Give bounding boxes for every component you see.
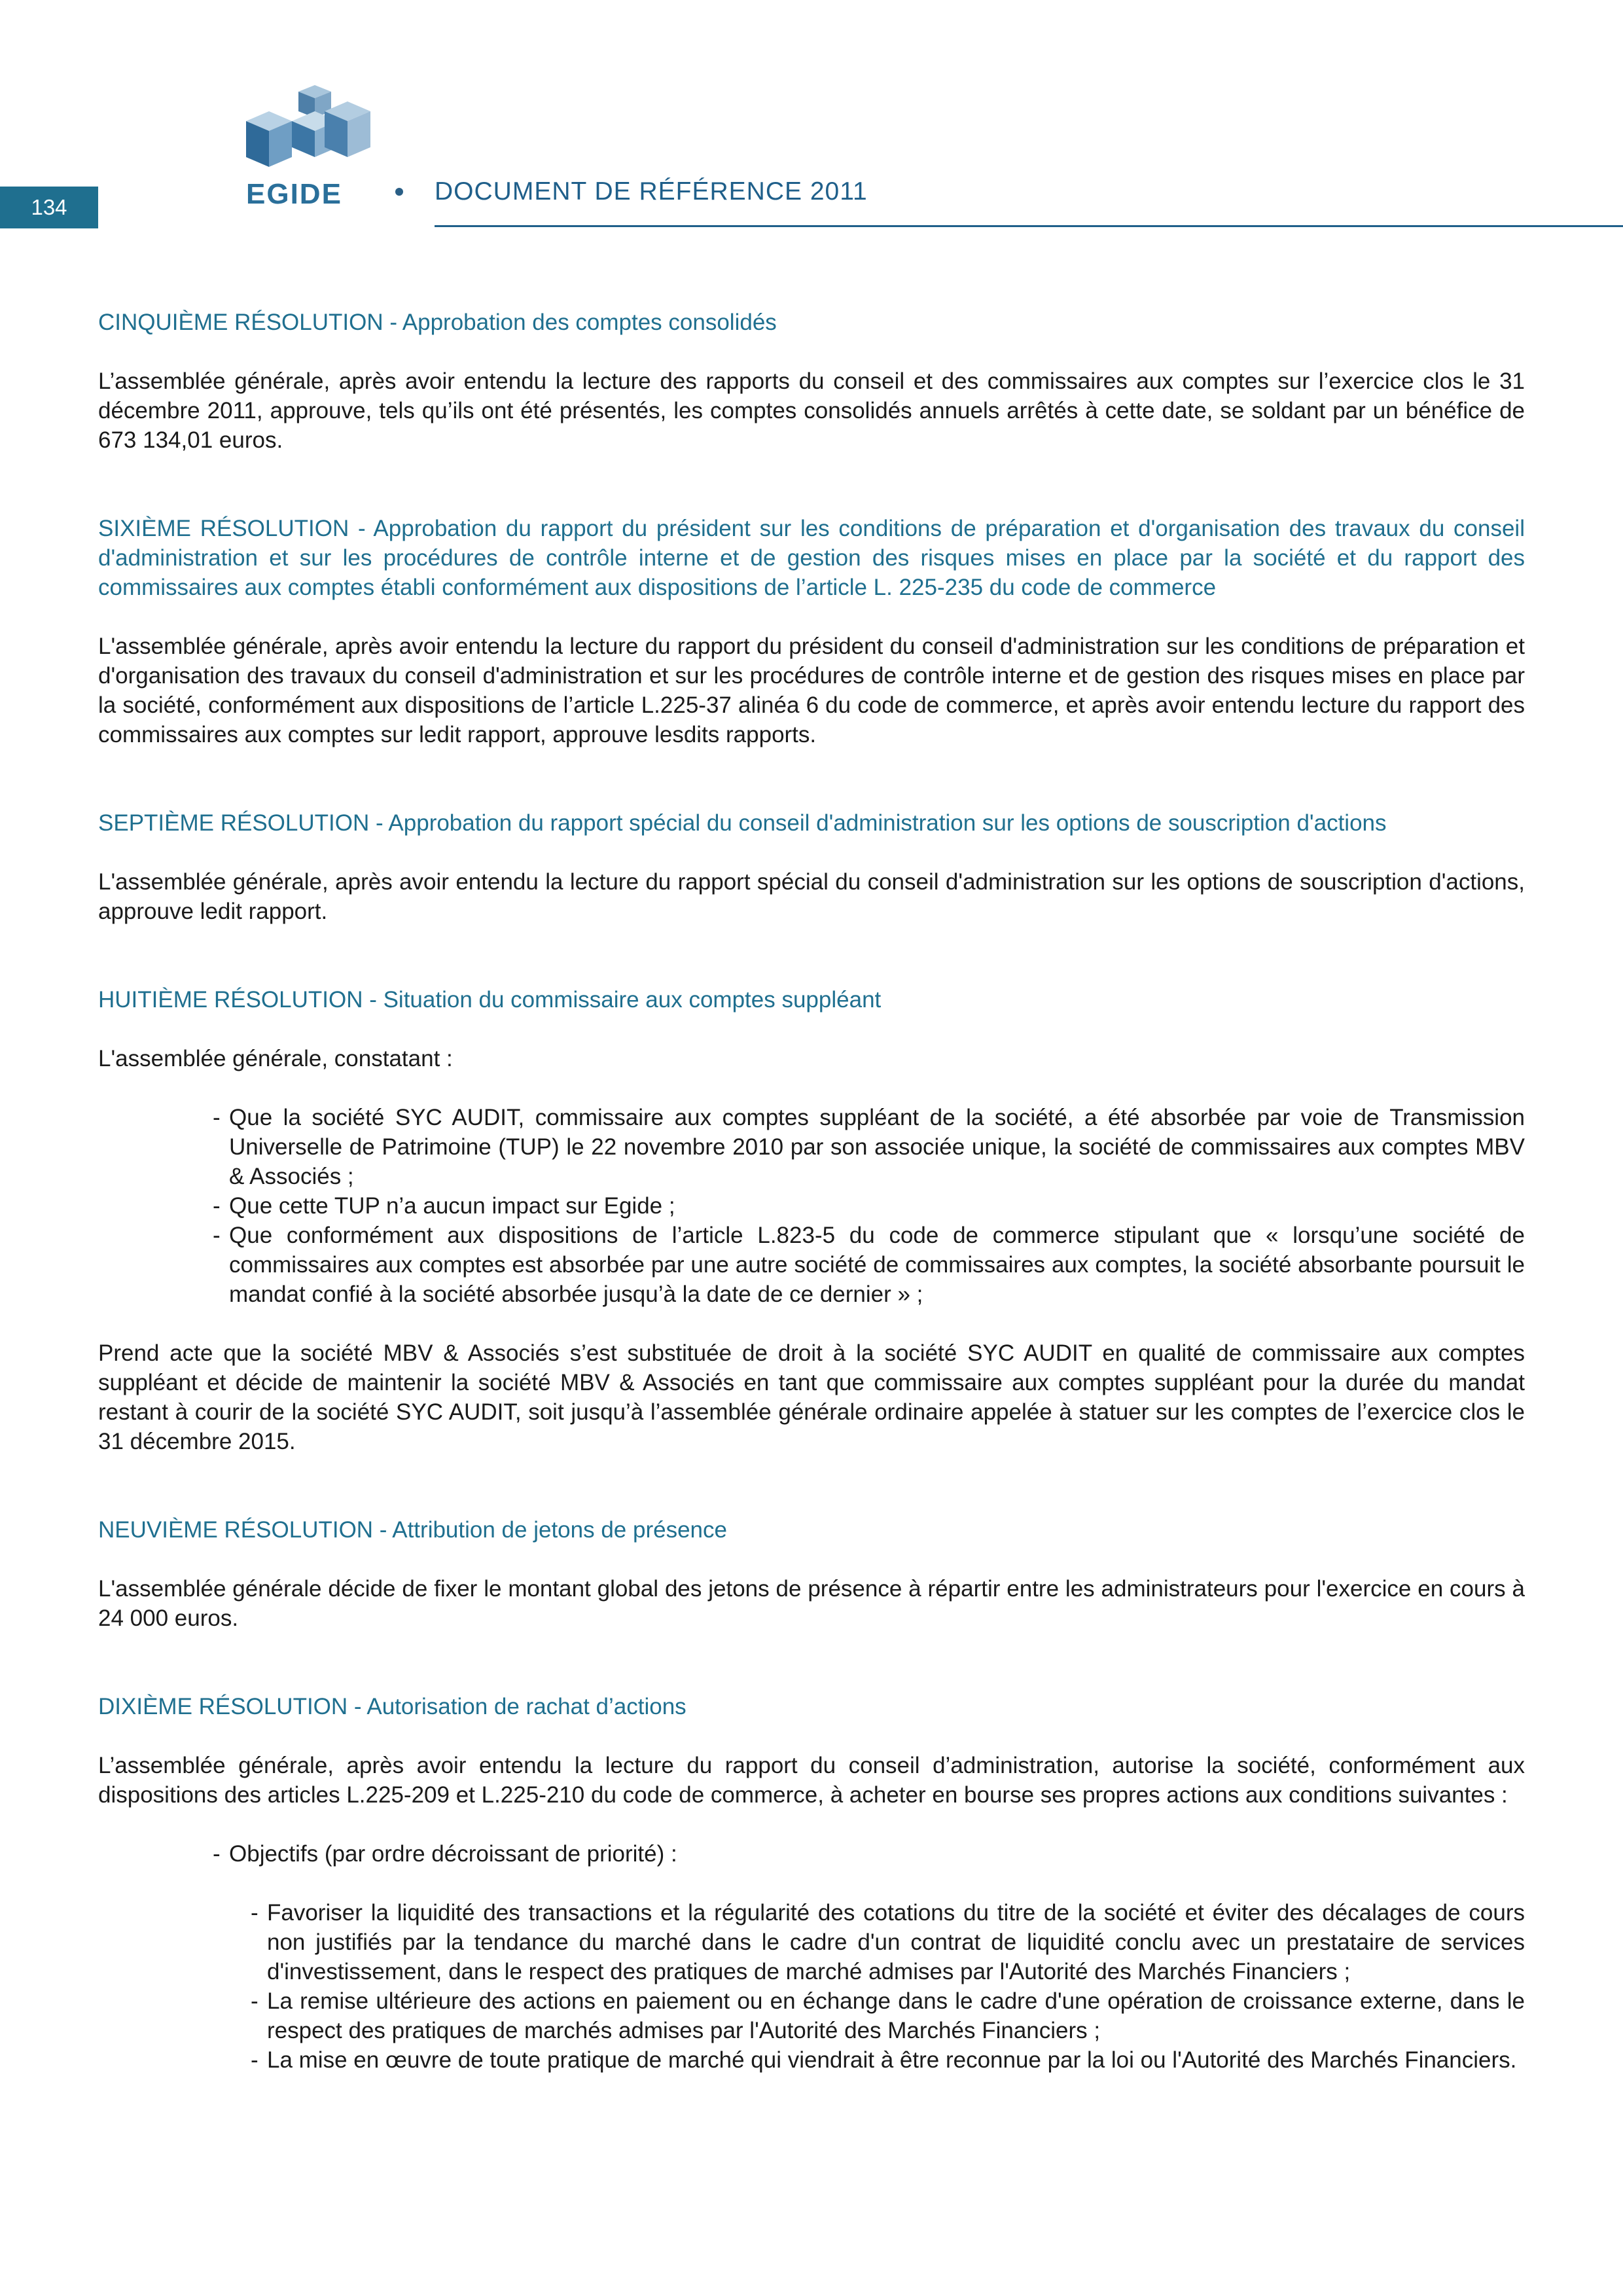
header-divider	[435, 225, 1623, 227]
resolution-heading: NEUVIÈME RÉSOLUTION - Attribution de jetons de présence	[98, 1517, 727, 1543]
resolution-heading: SIXIÈME RÉSOLUTION - Approbation du rapport du président sur les conditions de préparation et d'organisation des travaux du conseil d'administration et sur les procédures de contrôle interne et de gestion des risques mises en place par la société et du rapport des commissaires aux comptes établi conformément aux dispositions de l’article L. 225-235 du code de commerce	[98, 516, 1525, 600]
paragraph: L'assemblée générale, constatant :	[98, 1046, 453, 1071]
paragraph: L’assemblée générale, après avoir entendu la lecture des rapports du conseil et des commissaires aux comptes sur l’exercice clos le 31 décembre 2011, approuve, tels qu’ils ont été présentés, les comptes consolidés annuels arrêtés à cette date, se soldant par un bénéfice de 673 134,01 euros.	[98, 368, 1525, 453]
list-item: - La mise en œuvre de toute pratique de marché qui viendrait à être reconnue par la loi ou l'Autorité des Marchés Financiers.	[251, 2045, 1525, 2075]
paragraph: L'assemblée générale, après avoir entendu la lecture du rapport du président du conseil d'administration sur les conditions de préparation et d'organisation des travaux du conseil d'administration et sur les procédures de contrôle interne et de gestion des risques mises en place par la société, conformément aux dispositions de l’article L.225-37 alinéa 6 du code de commerce, et après avoir entendu lecture du rapport des commissaires aux comptes sur ledit rapport, approuve lesdits rapports.	[98, 634, 1525, 747]
bullet-list	[213, 1103, 1525, 1309]
paragraph: Prend acte que la société MBV & Associés s’est substituée de droit à la société SYC AUDIT en qualité de commissaire aux comptes suppléant et décide de maintenir la société MBV & Associés en tant que commissaire aux comptes suppléant pour la durée du mandat restant à courir de la société SYC AUDIT, soit jusqu’à l’assemblée générale ordinaire appelée à statuer sur les comptes de l’exercice clos le 31 décembre 2015.	[98, 1340, 1525, 1454]
list-item: - Que conformément aux dispositions de l’article L.823-5 du code de commerce stipulant que « lorsqu’une société de commissaires aux comptes est absorbée par une autre société de commissaires aux comptes, la société absorbante poursuit le mandat confié à la société absorbée jusqu’à la date de ce dernier » ;	[213, 1221, 1525, 1309]
resolution-heading: HUITIÈME RÉSOLUTION - Situation du commissaire aux comptes suppléant	[98, 987, 882, 1013]
document-title: DOCUMENT DE RÉFÉRENCE 2011	[435, 177, 868, 206]
list-item: - La remise ultérieure des actions en paiement ou en échange dans le cadre d'une opération de croissance externe, dans le respect des pratiques de marchés admises par l'Autorité des Marchés Financiers ;	[251, 1986, 1525, 2045]
list-item: - Favoriser la liquidité des transactions et la régularité des cotations du titre de la société et éviter des décalages de cours non justifiés par la tendance du marché dans le cadre d'un contrat de liquidité conclu avec un prestataire de services d'investissement, dans le respect des pratiques de marché admises par l'Autorité des Marchés Financiers ;	[251, 1898, 1525, 1986]
resolution-heading: DIXIÈME RÉSOLUTION - Autorisation de rachat d’actions	[98, 1694, 687, 1719]
resolution-6	[98, 514, 1525, 749]
paragraph: L'assemblée générale décide de fixer le montant global des jetons de présence à répartir entre les administrateurs pour l'exercice en cours à 24 000 euros.	[98, 1576, 1525, 1631]
page-number: 134	[0, 187, 98, 228]
resolution-10	[98, 1692, 1525, 2075]
cube-logo-icon	[246, 85, 370, 170]
resolution-heading: SEPTIÈME RÉSOLUTION - Approbation du rapport spécial du conseil d'administration sur les options de souscription d'actions	[98, 810, 1387, 836]
resolution-8	[98, 985, 1525, 1456]
resolution-heading: CINQUIÈME RÉSOLUTION - Approbation des comptes consolidés	[98, 310, 777, 335]
list-item: - Que cette TUP n’a aucun impact sur Egide ;	[213, 1191, 1525, 1221]
list-item: - Que la société SYC AUDIT, commissaire aux comptes suppléant de la société, a été absorbée par voie de Transmission Universelle de Patrimoine (TUP) le 22 novembre 2010 par son associée unique, la société de commissaires aux comptes MBV & Associés ;	[213, 1103, 1525, 1191]
resolution-5	[98, 308, 1525, 455]
paragraph: L'assemblée générale, après avoir entendu la lecture du rapport spécial du conseil d'administration sur les options de souscription d'actions, approuve ledit rapport.	[98, 869, 1525, 924]
document-body	[98, 308, 1525, 2104]
header-bullet	[395, 188, 403, 196]
paragraph: L’assemblée générale, après avoir entendu la lecture du rapport du conseil d’administration, autorise la société, conformément aux dispositions des articles L.225-209 et L.225-210 du code de commerce, à acheter en bourse ses propres actions aux conditions suivantes :	[98, 1753, 1525, 1808]
bullet-list	[251, 1898, 1525, 2075]
resolution-9	[98, 1515, 1525, 1633]
list-intro: - Objectifs (par ordre décroissant de priorité) :	[213, 1839, 1525, 1869]
logo-wordmark: EGIDE	[246, 178, 342, 210]
resolution-7	[98, 808, 1525, 926]
